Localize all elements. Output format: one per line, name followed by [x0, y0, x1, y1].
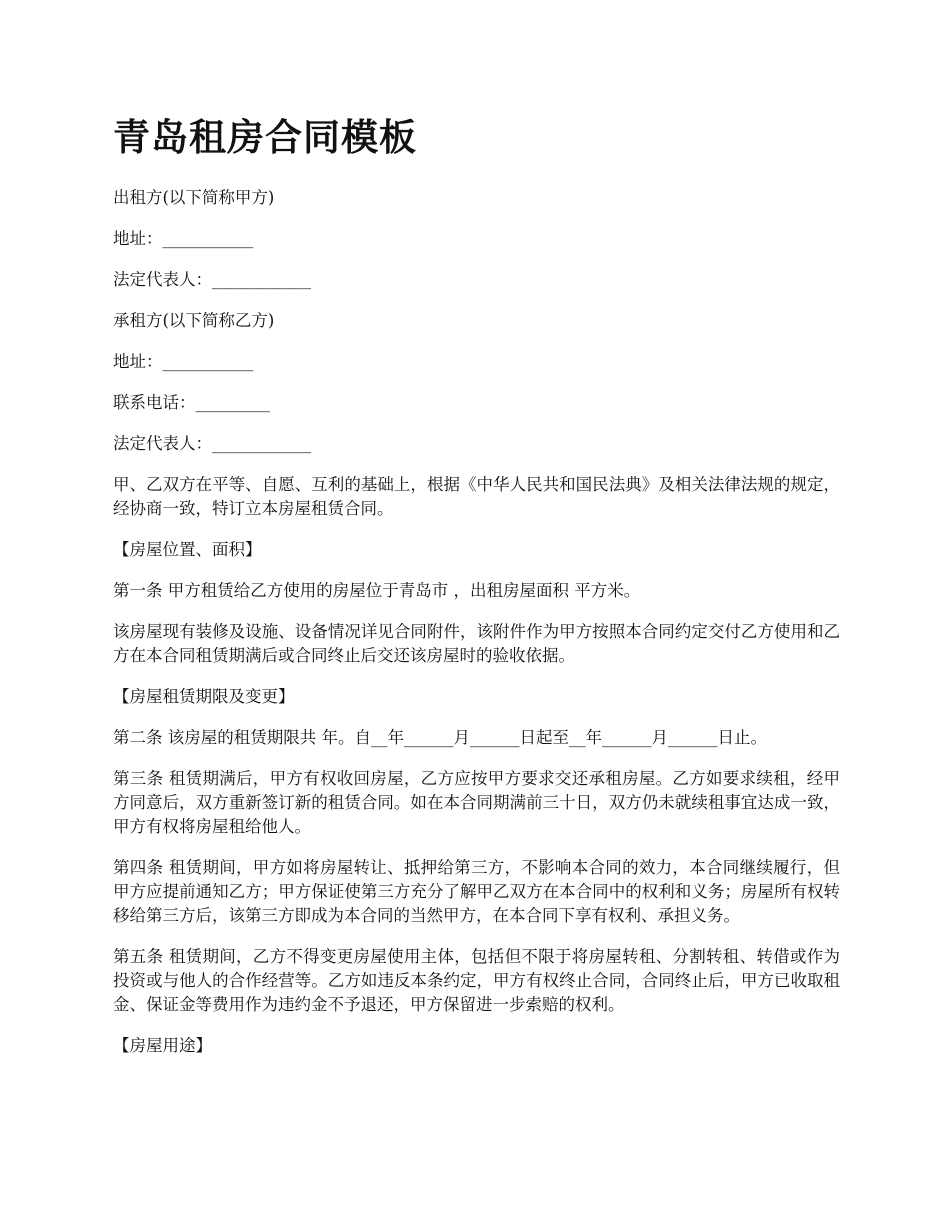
section-heading-location: 【房屋位置、面积】	[113, 540, 262, 559]
article-5: 第五条 租赁期间，乙方不得变更房屋使用主体，包括但不限于将房屋转租、分割转租、转借或作为投资或与他人的合作经营等。乙方如违反本条约定，甲方有权终止合同，合同终止后，甲方已收取租金、保证金等费用作为违约金不予退还，甲方保留进一步索赔的权利。	[113, 947, 840, 1014]
lessee-address: 地址：___________	[113, 352, 254, 371]
article-4: 第四条 租赁期间，甲方如将房屋转让、抵押给第三方，不影响本合同的效力，本合同继续履行，但甲方应提前通知乙方；甲方保证使第三方充分了解甲乙双方在本合同中的权利和义务；房屋所有权转移给第三方后，该第三方即成为本合同的当然甲方，在本合同下享有权利、承担义务。	[113, 858, 840, 925]
lessee-line: 承租方(以下简称乙方)	[113, 311, 275, 330]
article-3: 第三条 租赁期满后，甲方有权收回房屋，乙方应按甲方要求交还承租房屋。乙方如要求续租，经甲方同意后，双方重新签订新的租赁合同。如在本合同期满前三十日，双方仍未就续租事宜达成一致，甲方有权将房屋租给他人。	[113, 769, 840, 836]
article-1: 第一条 甲方租赁给乙方使用的房屋位于青岛市 ，出租房屋面积 平方米。	[113, 581, 641, 600]
lessee-phone: 联系电话：_________	[113, 393, 270, 412]
lessor-representative: 法定代表人：____________	[113, 270, 311, 289]
lessor-address: 地址：___________	[113, 229, 254, 248]
lessor-line: 出租方(以下简称甲方)	[113, 188, 275, 207]
article-2: 第二条 该房屋的租赁期限共 年。自__年______月______日起至__年______月______日止。	[113, 728, 767, 747]
appendix-paragraph: 该房屋现有装修及设施、设备情况详见合同附件，该附件作为甲方按照本合同约定交付乙方使用和乙方在本合同租赁期满后或合同终止后交还该房屋时的验收依据。	[113, 622, 840, 665]
section-heading-term: 【房屋租赁期限及变更】	[113, 687, 295, 706]
document-title: 青岛租房合同模板	[113, 116, 417, 159]
preamble-paragraph: 甲、乙双方在平等、自愿、互利的基础上，根据《中华人民共和国民法典》及相关法律法规的规定，经协商一致，特订立本房屋租赁合同。	[113, 475, 840, 518]
section-heading-usage: 【房屋用途】	[113, 1036, 212, 1055]
lessee-representative: 法定代表人：____________	[113, 434, 311, 453]
